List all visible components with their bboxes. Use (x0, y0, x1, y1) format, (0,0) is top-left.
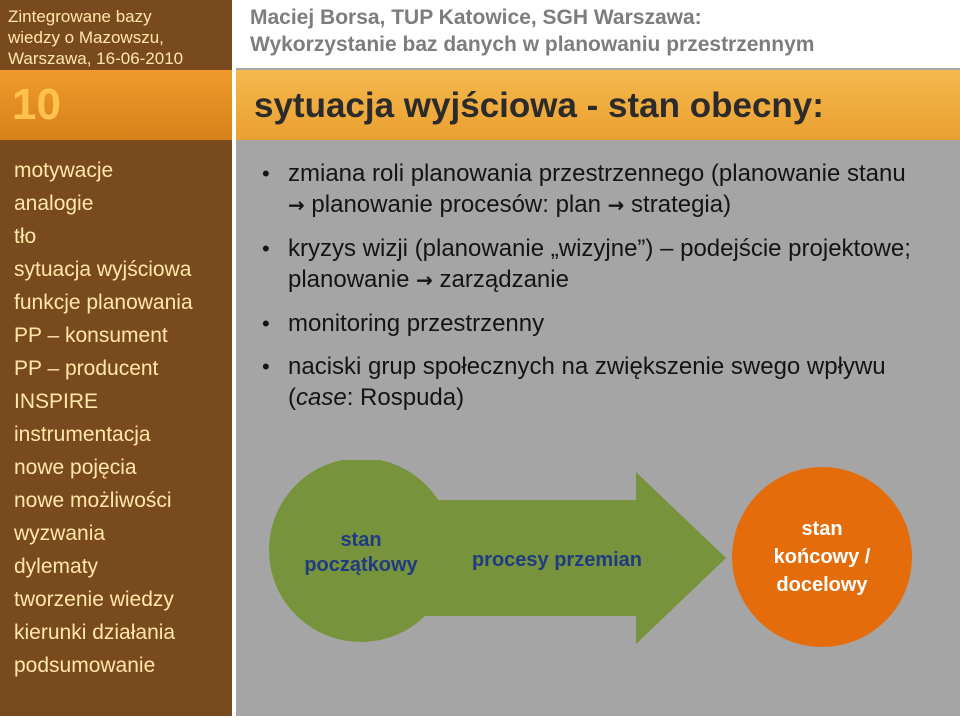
bullet-text: : Rospuda) (346, 384, 465, 411)
nav-item-dylematy[interactable]: dylematy (14, 555, 99, 578)
nav-item-instrumentacja[interactable]: instrumentacja (14, 423, 151, 446)
bullet-emphasis: case (296, 384, 347, 411)
author-info (250, 4, 814, 58)
start-state-line: stan (340, 529, 382, 551)
nav-item-sytuacja-wyjsciowa[interactable]: sytuacja wyjściowa (14, 258, 192, 281)
end-state-line: stan (801, 518, 843, 540)
arrow-right-icon: → (416, 268, 433, 292)
conference-line: Zintegrowane bazy (8, 7, 152, 26)
bullet-text: strategia) (624, 191, 732, 218)
bullet-text: planowanie procesów: plan (304, 191, 608, 218)
nav-item-wyzwania[interactable]: wyzwania (14, 522, 106, 545)
conference-line: wiedzy o Mazowszu, (8, 28, 164, 47)
conference-line: Warszawa, 16-06-2010 (8, 49, 184, 68)
bullet-text: monitoring przestrzenny (288, 310, 545, 337)
nav-item-inspire[interactable]: INSPIRE (14, 390, 99, 413)
nav-item-analogie[interactable]: analogie (14, 192, 94, 215)
conference-info (8, 6, 230, 69)
talk-title: Wykorzystanie baz danych w planowaniu przestrzennym (250, 33, 815, 56)
nav-item-pp-producent[interactable]: PP – producent (14, 357, 159, 380)
bullet-item (256, 308, 916, 339)
nav-item-nowe-pojecia[interactable]: nowe pojęcia (14, 456, 137, 479)
bullet-text: zmiana roli planowania przestrzennego (planowanie stanu (288, 160, 906, 187)
nav-item-nowe-mozliwosci[interactable]: nowe możliwości (14, 489, 172, 512)
bullet-list (256, 158, 916, 425)
sidebar (0, 0, 232, 716)
process-label: procesy przemian (471, 549, 643, 571)
slide-number: 10 (12, 80, 61, 129)
bullet-text: naciski grup społecznych na zwiększenie swego wpływu ( (288, 353, 886, 411)
slide-header (236, 0, 960, 68)
sidebar-nav (14, 154, 193, 682)
bullet-text: kryzys wizji (planowanie „wizyjne”) – podejście projektowe; planowanie (288, 235, 911, 293)
end-state-line: końcowy / (773, 546, 871, 568)
start-state-label (281, 528, 441, 578)
title-bar (236, 70, 960, 140)
end-state-label (747, 515, 897, 599)
arrow-right-icon: → (607, 193, 625, 217)
nav-item-tlo[interactable]: tło (14, 225, 37, 248)
author-line: Maciej Borsa, TUP Katowice, SGH Warszawa: (250, 6, 702, 29)
nav-item-tworzenie-wiedzy[interactable]: tworzenie wiedzy (14, 588, 174, 611)
bullet-item (256, 158, 916, 221)
arrow-right-icon: → (288, 193, 305, 217)
end-state-line: docelowy (776, 574, 868, 596)
bullet-item (256, 351, 916, 413)
page-title: sytuacja wyjściowa - stan obecny: (254, 86, 824, 125)
nav-item-kierunki-dzialania[interactable]: kierunki działania (14, 621, 176, 644)
bullet-text: zarządzanie (432, 266, 569, 293)
bullet-item (256, 233, 916, 296)
nav-item-motywacje[interactable]: motywacje (14, 159, 114, 182)
process-diagram (236, 460, 960, 716)
nav-item-funkcje-planowania[interactable]: funkcje planowania (14, 291, 193, 314)
nav-item-pp-konsument[interactable]: PP – konsument (14, 324, 168, 347)
nav-item-podsumowanie[interactable]: podsumowanie (14, 654, 156, 677)
start-state-line: początkowy (304, 554, 418, 576)
